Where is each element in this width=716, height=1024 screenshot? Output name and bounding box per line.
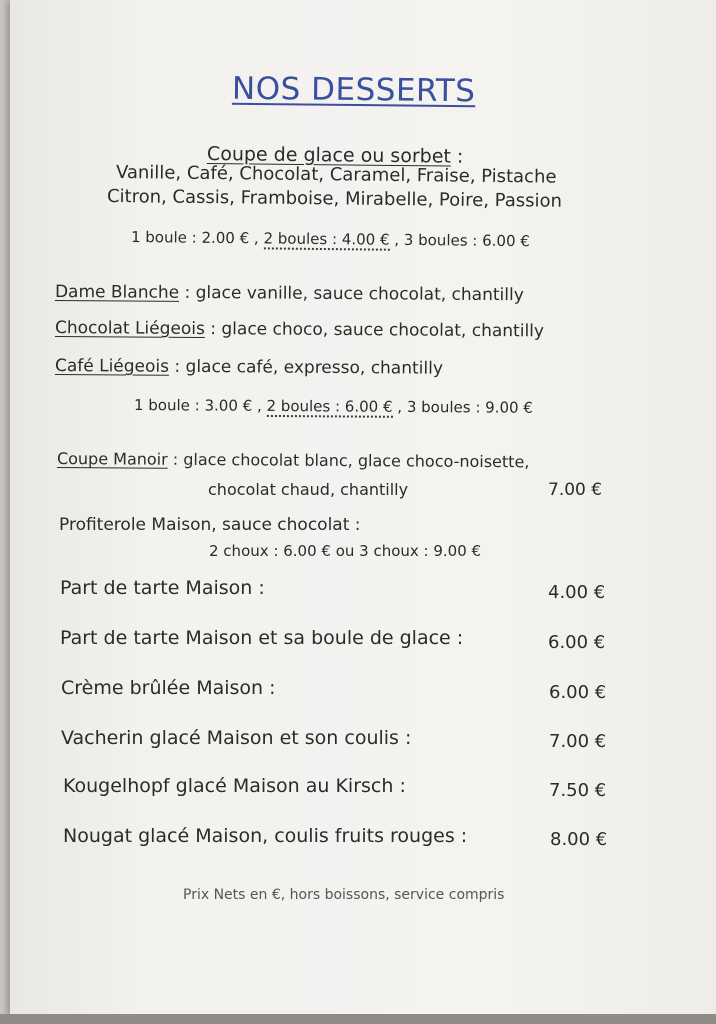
- dame-blanche-name: Dame Blanche: [54, 282, 180, 303]
- page-bottom-edge: [0, 1014, 716, 1024]
- cafe-liegeois-line: [55, 356, 443, 379]
- liegeois-price-1: 1 boule : 3.00 € ,: [133, 396, 267, 415]
- chocolat-liegeois-line: [55, 318, 544, 341]
- profiterole-detail: 2 choux : 6.00 € ou 3 choux : 9.00 €: [209, 542, 482, 560]
- item-label: Part de tarte Maison :: [60, 577, 265, 599]
- footer-note: Prix Nets en €, hors boissons, service compris: [183, 887, 505, 903]
- chocolat-liegeois-name: Chocolat Liégeois: [54, 318, 205, 340]
- item-price: 7.50 €: [549, 780, 607, 801]
- liegeois-prices: [134, 396, 533, 417]
- item-price: 8.00 €: [550, 829, 608, 850]
- liegeois-price-2: 2 boules : 6.00 €: [266, 396, 393, 416]
- item-price: 4.00 €: [548, 582, 606, 603]
- chocolat-liegeois-desc: : glace choco, sauce chocolat, chantilly: [204, 319, 545, 342]
- item-label: Part de tarte Maison et sa boule de glace :: [60, 627, 464, 649]
- liegeois-price-3: , 3 boules : 9.00 €: [392, 397, 533, 417]
- dame-blanche-desc: : glace vanille, sauce chocolat, chantilly: [179, 282, 524, 306]
- coupe-flavors-line2: Citron, Cassis, Framboise, Mirabelle, Poire, Passion: [106, 186, 563, 212]
- coupe-flavors-line1: Vanille, Café, Chocolat, Caramel, Fraise, Pistache: [115, 162, 557, 188]
- item-label: Crème brûlée Maison :: [61, 677, 276, 699]
- coupe-price-1: 1 boule : 2.00 € ,: [130, 228, 264, 248]
- item-label: Vacherin glacé Maison et son coulis :: [61, 727, 412, 749]
- coupe-heading-text: Coupe de glace ou sorbet: [206, 143, 452, 168]
- item-price: 7.00 €: [549, 731, 607, 752]
- coupe-manoir-price: 7.00 €: [548, 480, 603, 500]
- profiterole-name: Profiterole Maison, sauce chocolat :: [59, 515, 361, 535]
- cafe-liegeois-desc: : glace café, expresso, chantilly: [168, 356, 444, 379]
- coupe-manoir-line1: [57, 449, 530, 471]
- dame-blanche-line: [55, 282, 524, 305]
- item-label: Nougat glacé Maison, coulis fruits rouges :: [63, 825, 468, 847]
- coupe-price-2: 2 boules : 4.00 €: [263, 229, 390, 249]
- menu-title: NOS DESSERTS: [231, 70, 476, 110]
- coupe-price-3: , 3 boules : 6.00 €: [389, 230, 530, 251]
- coupe-manoir-desc2: chocolat chaud, chantilly: [208, 480, 409, 499]
- coupe-manoir-desc1: : glace chocolat blanc, glace choco-noisette,: [167, 449, 530, 472]
- item-price: 6.00 €: [549, 682, 607, 703]
- coupe-heading-suffix: :: [450, 145, 464, 168]
- item-price: 6.00 €: [548, 632, 606, 653]
- cafe-liegeois-name: Café Liégeois: [54, 356, 170, 377]
- item-label: Kougelhopf glacé Maison au Kirsch :: [63, 775, 406, 797]
- coupe-manoir-name: Coupe Manoir: [56, 449, 168, 469]
